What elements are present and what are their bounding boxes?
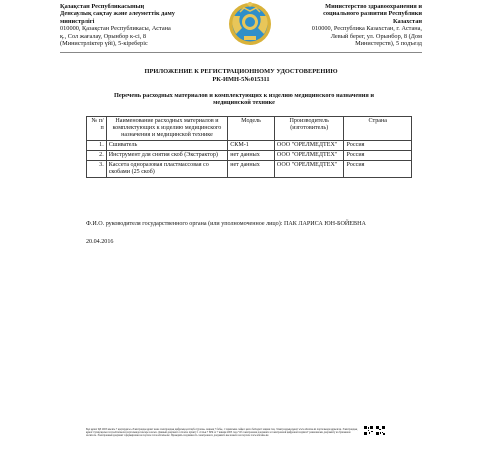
cell-country: Россия xyxy=(344,161,412,178)
legal-footnote: Бұл құжат ҚР 2003 жылғы 7 қаңтардағы «Электронды құжат және электрондық цифрлық қолтаңба туралы» заңның 7 бабы, 1 тармағына сәйкес қағаз бетіндегі заңмен тең. Электрондық құжат www.elicense.kz порталында құрылған. Электрондық құжат түпнұсқасын www.elicense.kz порталында тексере аласыз. Данный документ согласно пункту 1 статьи 7 ЗРК от 7 января 2003 года "Об электронном документе и электронной цифровой подписи" равнозначен документу на бумажном носителе. Электронный документ сформирован на портале www.elicense.kz. Проверить подлинность электронного документа вы можете на портале www.elicense.kz. xyxy=(86,428,358,438)
header-num: № п/п xyxy=(87,117,107,141)
cell-maker: ООО "ОРЕЛМЕДТЕХ" xyxy=(274,161,344,178)
signatory-line: Ф.И.О. руководителя государственного органа (или уполномоченное лицо): ПАК ЛАРИСА ЮН-БОЙЕВНА xyxy=(86,221,366,227)
cell-name: Инструмент для снятия скоб (Экстрактор) xyxy=(106,151,227,161)
header-right-org: Министерство здравоохранения и xyxy=(325,3,422,10)
cell-num: 3. xyxy=(87,161,107,178)
header-right-org: Казахстан xyxy=(392,17,422,25)
cell-maker: ООО "ОРЕЛМЕДТЕХ" xyxy=(274,151,344,161)
registration-number: РК-ИМН-5№015311 xyxy=(212,75,270,83)
cell-model: нет данных xyxy=(228,161,275,178)
header-right-org: социального развития Республики xyxy=(323,10,422,18)
header-right-address: Министерств), 5 подъезд xyxy=(355,40,422,48)
table-row xyxy=(87,161,412,178)
cell-name: Сшиватель xyxy=(106,141,227,151)
cell-model: нет данных xyxy=(228,151,275,161)
header-left-address: (Министрліктер үйі), 5-кіреберіс xyxy=(60,40,148,48)
header-name: Наименование расходных материалов и комплектующих к изделию медицинского назначения и медицинской технике xyxy=(106,117,227,141)
cell-country: Россия xyxy=(344,141,412,151)
qr-code-icon xyxy=(364,426,373,435)
header-right-block xyxy=(252,3,422,47)
table-row xyxy=(87,151,412,161)
header-left-org: Денсаулық сақтау және әлеуметтік даму xyxy=(60,10,175,18)
qr-code-icon xyxy=(376,426,385,435)
table-header-row xyxy=(87,117,412,141)
document-subtitle: Перечень расходных материалов и комплектующих к изделию медицинского назначения и медицинской технике xyxy=(113,92,375,107)
header-left-address: 010000, Қазақстан Республикасы, Астана xyxy=(60,25,171,33)
cell-num: 1. xyxy=(87,141,107,151)
cell-name: Кассета одноразовая пластмассовая со скобами (25 скоб) xyxy=(106,161,227,178)
header-maker: Производитель (изготовитель) xyxy=(274,117,344,141)
header-left-address: қ., Сол жағалау, Орынбор к-сі, 8 xyxy=(60,32,146,40)
materials-table xyxy=(86,116,412,178)
header-right-address: Левый берег, ул. Орынбор, 8 (Дом xyxy=(330,32,422,40)
document-date: 20.04.2016 xyxy=(86,239,114,245)
cell-model: СКМ-1 xyxy=(228,141,275,151)
header-model: Модель xyxy=(228,117,275,141)
header-right-address: 010000, Республика Казахстан, г. Астана, xyxy=(311,25,422,33)
table-row xyxy=(87,141,412,151)
cell-maker: ООО "ОРЕЛМЕДТЕХ" xyxy=(274,141,344,151)
header-left-org: министрлігі xyxy=(60,17,95,25)
document-title xyxy=(60,68,422,83)
header-left-org: Қазақстан Республикасының xyxy=(60,3,145,10)
cell-num: 2. xyxy=(87,151,107,161)
header-left-block xyxy=(60,3,230,47)
cell-country: Россия xyxy=(344,151,412,161)
header-country: Страна xyxy=(344,117,412,141)
header-divider xyxy=(60,52,422,53)
title-line: ПРИЛОЖЕНИЕ К РЕГИСТРАЦИОННОМУ УДОСТОВЕРЕНИЮ xyxy=(144,68,338,75)
